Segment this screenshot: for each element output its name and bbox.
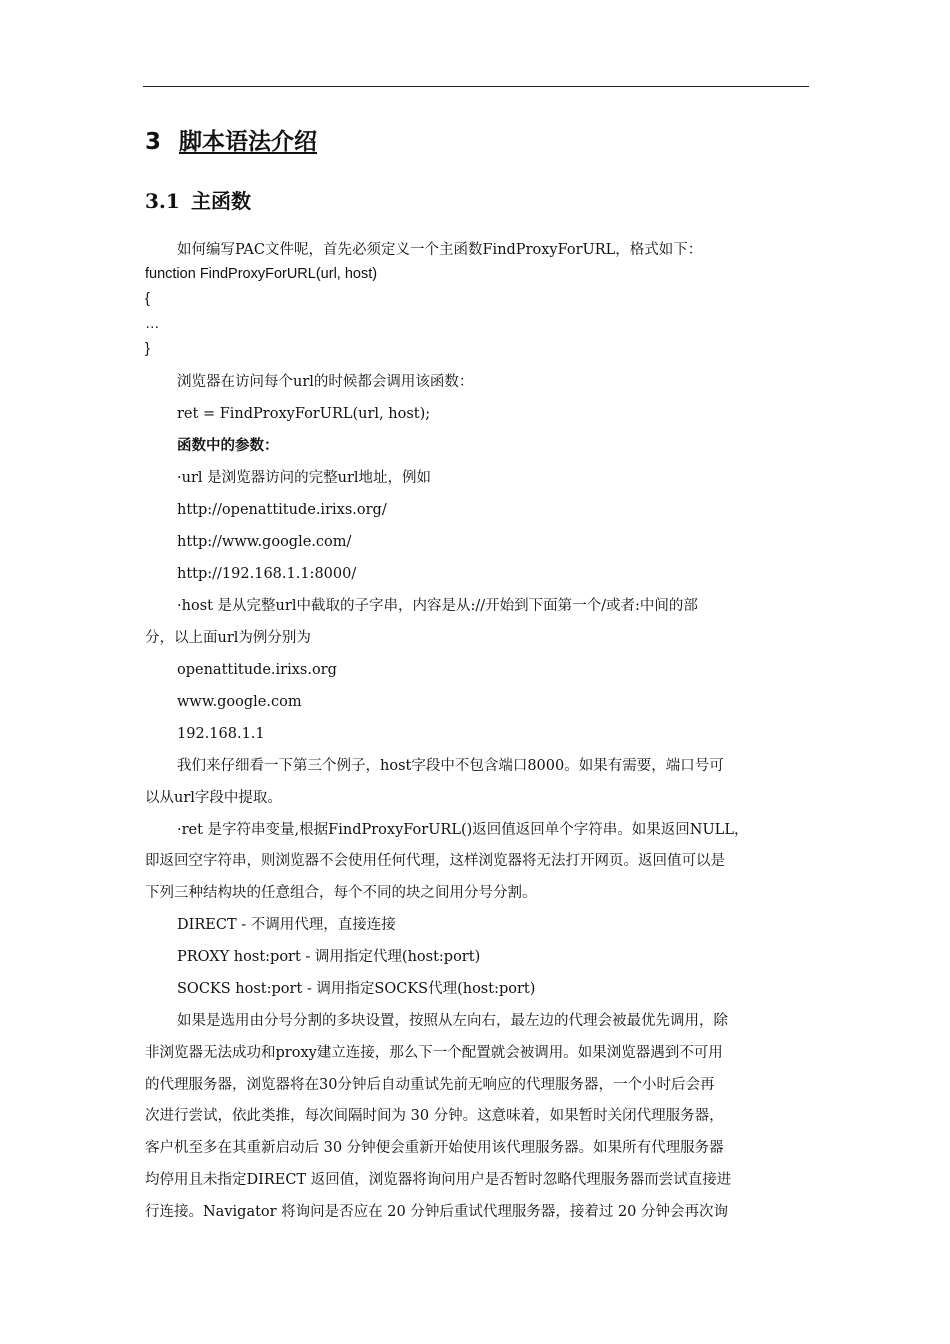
failover-line: 如果是选用由分号分割的多块设置，按照从左向右，最左边的代理会被最优先调用，除 — [177, 1013, 728, 1029]
call-code: ret = FindProxyForURL(url, host); — [177, 406, 431, 422]
url-example: http://192.168.1.1:8000/ — [177, 566, 357, 582]
port-note-line: 我们来仔细看一下第三个例子，host字段中不包含端口8000。如果有需要，端口号可 — [177, 758, 724, 774]
url-param: ·url 是浏览器访问的完整url地址，例如 — [177, 470, 432, 486]
intro-paragraph: 如何编写PAC文件呢，首先必须定义一个主函数FindProxyForURL，格式如下： — [177, 242, 703, 258]
params-heading: 函数中的参数： — [177, 438, 279, 454]
url-example: http://openattitude.irixs.org/ — [177, 502, 387, 518]
section-title: 脚本语法介绍 — [179, 129, 317, 155]
host-example: openattitude.irixs.org — [177, 662, 337, 678]
subsection-heading — [145, 188, 251, 214]
failover-line: 均停用且未指定DIRECT 返回值，浏览器将询问用户是否暂时忽略代理服务器而尝试直接进 — [145, 1172, 732, 1188]
subsection-number: 3.1 — [145, 189, 180, 213]
code-line: … — [145, 316, 160, 332]
section-number: 3 — [145, 129, 162, 155]
return-value-direct: DIRECT - 不调用代理，直接连接 — [177, 917, 396, 933]
port-note-line: 以从url字段中提取。 — [145, 790, 282, 806]
failover-line: 次进行尝试，依此类推，每次间隔时间为 30 分钟。这意味着，如果暂时关闭代理服务器， — [145, 1108, 724, 1124]
code-line: } — [145, 341, 150, 357]
host-param-line: ·host 是从完整url中截取的子字串，内容是从://开始到下面第一个/或者:中间的部 — [177, 598, 698, 614]
return-value-socks: SOCKS host:port - 调用指定SOCKS代理(host:port) — [177, 981, 536, 997]
subsection-title: 主函数 — [191, 189, 251, 213]
failover-line: 行连接。Navigator 将询问是否应在 20 分钟后重试代理服务器，接着过 20 分钟会再次询 — [145, 1204, 729, 1220]
ret-param-line: 即返回空字符串，则浏览器不会使用任何代理，这样浏览器将无法打开网页。返回值可以是 — [145, 853, 725, 869]
failover-line: 客户机至多在其重新启动后 30 分钟便会重新开始使用该代理服务器。如果所有代理服务器 — [145, 1140, 724, 1156]
host-example: 192.168.1.1 — [177, 726, 265, 742]
host-example: www.google.com — [177, 694, 302, 710]
failover-line: 的代理服务器，浏览器将在30分钟后自动重试先前无响应的代理服务器，一个小时后会再 — [145, 1077, 715, 1093]
header-rule — [143, 86, 809, 87]
failover-line: 非浏览器无法成功和proxy建立连接，那么下一个配置就会被调用。如果浏览器遇到不可用 — [145, 1045, 723, 1061]
ret-param-line: 下列三种结构块的任意组合，每个不同的块之间用分号分割。 — [145, 885, 537, 901]
code-line: { — [145, 291, 150, 307]
code-line: function FindProxyForURL(url, host) — [145, 266, 378, 282]
call-description: 浏览器在访问每个url的时候都会调用该函数： — [177, 374, 474, 390]
url-example: http://www.google.com/ — [177, 534, 352, 550]
return-value-proxy: PROXY host:port - 调用指定代理(host:port) — [177, 949, 481, 965]
ret-param-line: ·ret 是字符串变量,根据FindProxyForURL()返回值返回单个字符串。如果返回NULL， — [177, 822, 749, 838]
section-heading — [145, 128, 317, 156]
host-param-line: 分，以上面url为例分别为 — [145, 630, 311, 646]
